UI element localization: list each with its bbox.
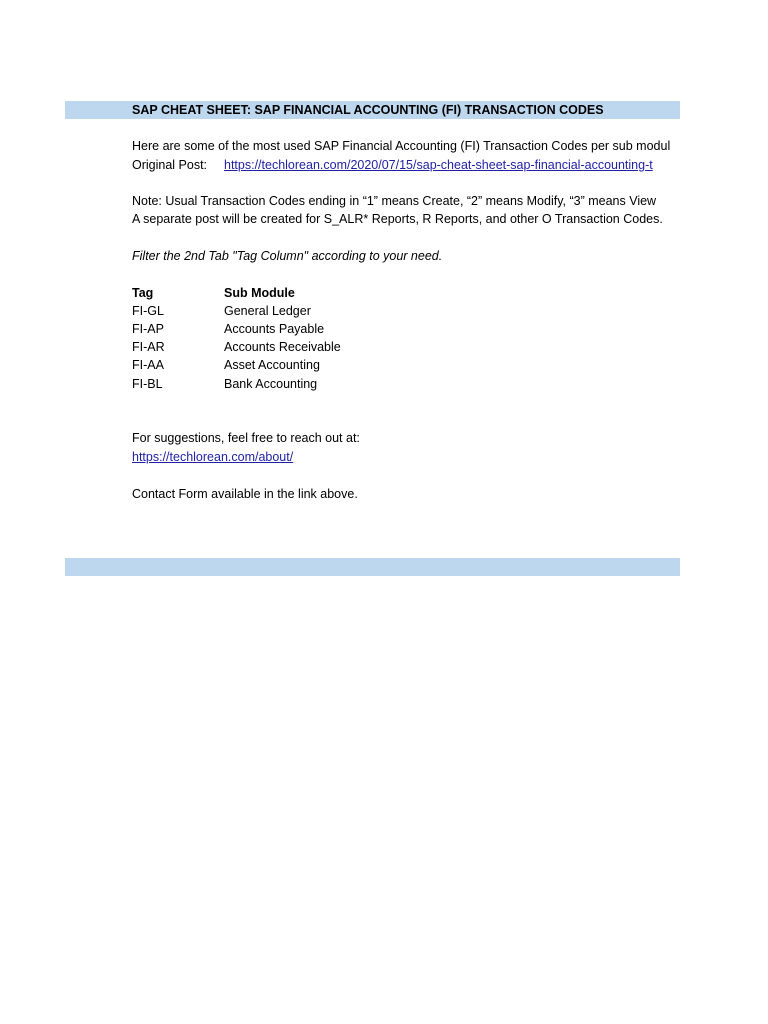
about-link[interactable]: https://techlorean.com/about/ [132,450,294,464]
table-cell-tag: FI-AP [132,322,164,336]
table-cell-submodule: Accounts Payable [224,322,325,336]
intro-text: Here are some of the most used SAP Financial Accounting (FI) Transaction Codes per sub modul [132,139,671,153]
contact-form-note: Contact Form available in the link above. [132,487,358,501]
table-cell-submodule: Accounts Receivable [224,340,341,354]
filter-hint: Filter the 2nd Tab "Tag Column" according to your need. [132,249,443,263]
footer-band [65,558,680,576]
note-line-1: Note: Usual Transaction Codes ending in “1” means Create, “2” means Modify, “3” means View [132,194,657,208]
table-cell-tag: FI-AA [132,358,164,372]
table-cell-tag: FI-AR [132,340,165,354]
table-row [132,302,311,320]
table-row [132,375,318,393]
table-row [132,338,341,356]
table-row [132,356,320,374]
note-line-2: A separate post will be created for S_ALR* Reports, R Reports, and other O Transaction Codes. [132,212,663,226]
table-header-submodule: Sub Module [224,286,295,300]
table-header-tag: Tag [132,286,154,300]
table-cell-submodule: Bank Accounting [224,377,318,391]
suggestions-text: For suggestions, feel free to reach out at: [132,431,360,445]
original-post-label: Original Post: [132,158,208,172]
table-cell-submodule: Asset Accounting [224,358,320,372]
table-cell-submodule: General Ledger [224,304,311,318]
original-post-row [132,156,680,174]
original-post-link[interactable]: https://techlorean.com/2020/07/15/sap-cheat-sheet-sap-financial-accounting-t [224,158,653,172]
sheet-title: SAP CHEAT SHEET: SAP FINANCIAL ACCOUNTING (FI) TRANSACTION CODES [132,103,604,117]
table-header-row [132,284,295,302]
table-cell-tag: FI-BL [132,377,163,391]
table-row [132,320,325,338]
table-cell-tag: FI-GL [132,304,164,318]
